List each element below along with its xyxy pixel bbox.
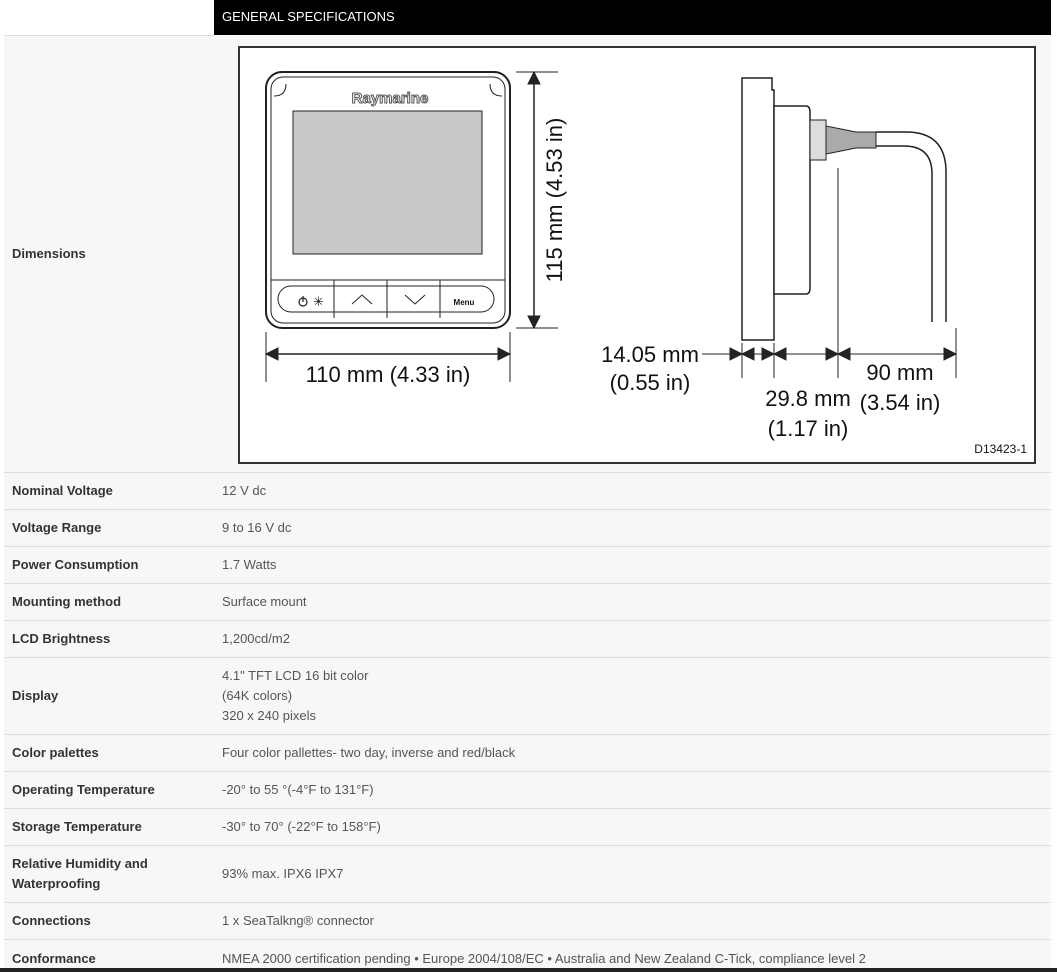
spec-label: Dimensions: [12, 246, 86, 261]
brand-logo: Raymarine: [351, 90, 429, 107]
spec-value: NMEA 2000 certification pending • Europe 2004/108/EC • Australia and New Zealand C-Tick, compliance level 2: [222, 950, 866, 966]
spec-value: 93% max. IPX6 IPX7: [222, 866, 344, 881]
spec-label: [4, 846, 214, 902]
spec-value: [214, 658, 1051, 734]
spec-row-display: [4, 658, 1051, 735]
spec-table: [4, 36, 1051, 972]
spec-row-voltage-range: [4, 510, 1051, 547]
body-depth-mm: 29.8 mm: [765, 386, 851, 411]
spec-value: 9 to 16 V dc: [222, 520, 292, 535]
brightness-icon: ✳: [313, 294, 324, 309]
spec-value: 12 V dc: [222, 483, 267, 498]
spec-value: 1.7 Watts: [222, 557, 277, 572]
spec-value: Four color pallettes- two day, inverse and red/black: [222, 745, 516, 760]
spec-label: Operating Temperature: [12, 782, 155, 797]
dimensions-diagram: [238, 46, 1036, 464]
spec-row-humidity: [4, 846, 1051, 903]
header-spacer: [4, 0, 214, 36]
label-line: Waterproofing: [12, 876, 101, 891]
spec-header-row: [0, 0, 1057, 36]
height-dimension: 115 mm (4.53 in): [542, 117, 567, 283]
spec-label: Conformance: [12, 950, 96, 966]
spec-row-dimensions: [4, 36, 1051, 473]
cable-length-in: (3.54 in): [859, 390, 941, 415]
spec-value: 1 x SeaTalkng® connector: [222, 913, 374, 928]
width-dimension: 110 mm (4.33 in): [305, 362, 471, 387]
spec-label: Display: [12, 688, 59, 703]
spec-value: [214, 36, 1051, 472]
spec-value: Surface mount: [222, 594, 307, 609]
body-depth-in: (1.17 in): [767, 416, 849, 441]
front-view: [266, 72, 558, 382]
side-view: [702, 78, 956, 378]
spec-row-color-palettes: [4, 735, 1051, 772]
diagram-code: D13423-1: [974, 442, 1027, 456]
bezel-depth-in: (0.55 in): [609, 370, 691, 395]
spec-row-connections: [4, 903, 1051, 940]
spec-label: LCD Brightness: [12, 631, 111, 646]
spec-row-power-consumption: [4, 547, 1051, 584]
spec-label: Voltage Range: [12, 520, 102, 535]
section-title: GENERAL SPECIFICATIONS: [214, 0, 1051, 35]
spec-label: Storage Temperature: [12, 819, 142, 834]
device-drawing: [240, 48, 1034, 462]
display-line: 4.1" TFT LCD 16 bit color: [222, 668, 369, 683]
spec-value: 1,200cd/m2: [222, 631, 290, 646]
display-line: 320 x 240 pixels: [222, 708, 316, 723]
spec-row-mounting-method: [4, 584, 1051, 621]
spec-label: Mounting method: [12, 594, 122, 609]
spec-row-storage-temperature: [4, 809, 1051, 846]
spec-row-operating-temperature: [4, 772, 1051, 809]
spec-row-lcd-brightness: [4, 621, 1051, 658]
spec-row-nominal-voltage: [4, 473, 1051, 510]
spec-label: Power Consumption: [12, 557, 139, 572]
spec-value: -30° to 70° (-22°F to 158°F): [222, 819, 381, 834]
spec-label: Connections: [12, 913, 91, 928]
label-line: Relative Humidity and: [12, 856, 148, 871]
menu-button-label: Menu: [453, 298, 475, 307]
bottom-bar: [0, 968, 1057, 972]
bezel-depth-mm: 14.05 mm: [601, 342, 699, 367]
display-line: (64K colors): [222, 688, 293, 703]
cable-length-mm: 90 mm: [866, 360, 934, 385]
spec-label: Color palettes: [12, 745, 99, 760]
spec-label: Nominal Voltage: [12, 483, 113, 498]
spec-value: -20° to 55 °(-4°F to 131°F): [222, 782, 374, 797]
